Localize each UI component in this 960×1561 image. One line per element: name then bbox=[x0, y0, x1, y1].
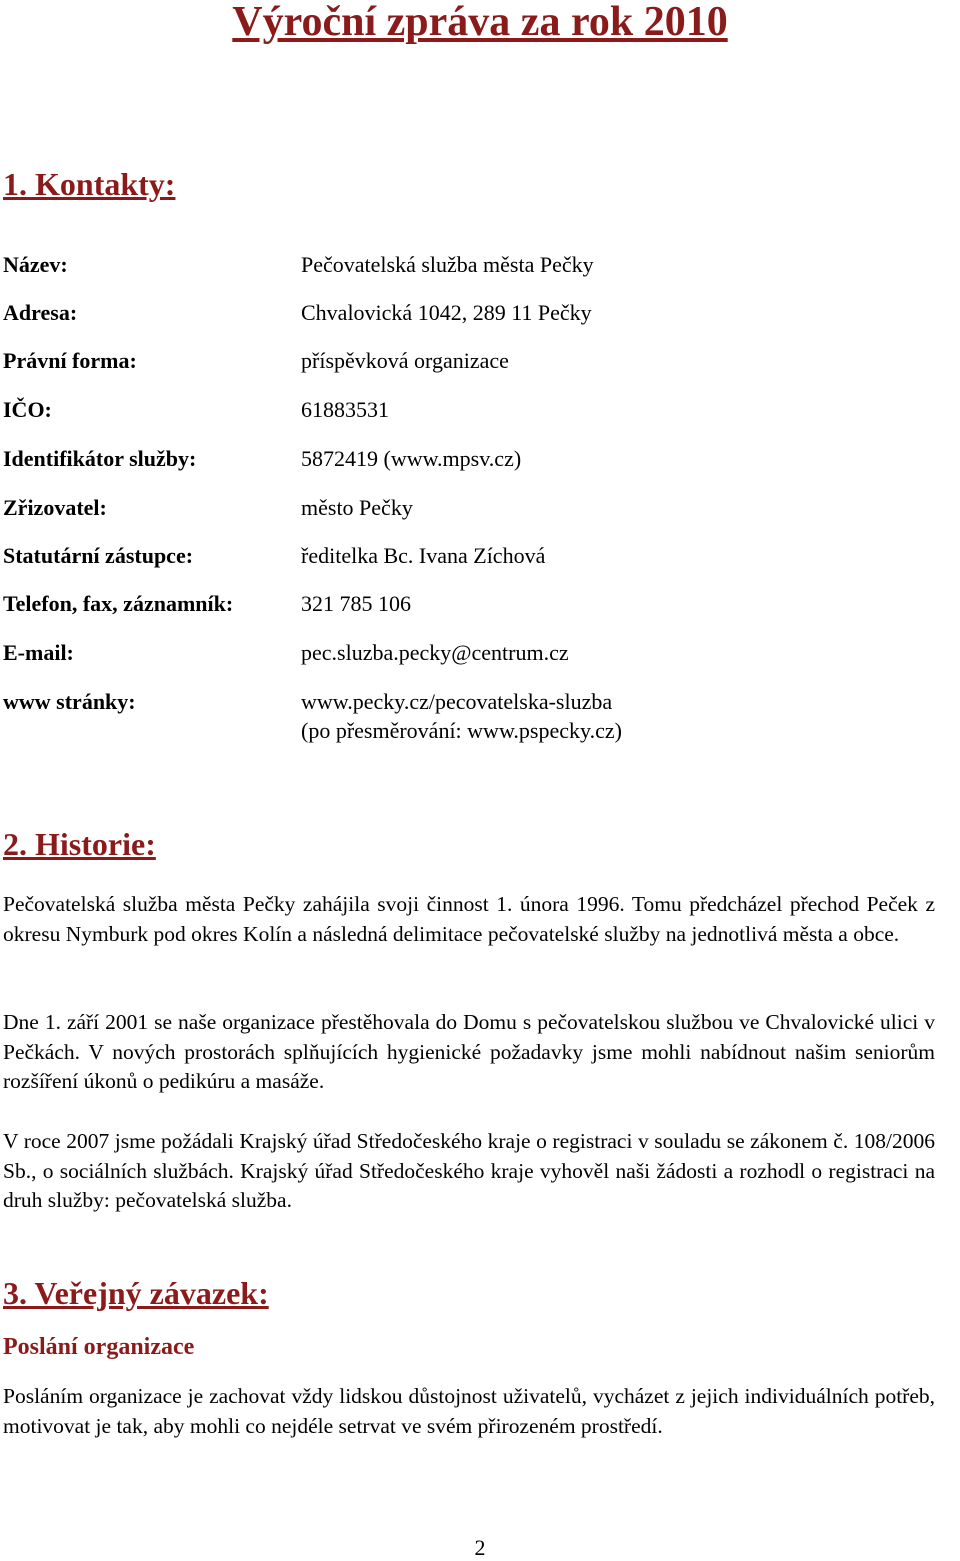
document-title: Výroční zpráva za rok 2010 bbox=[232, 0, 728, 45]
website-redirect-note: (po přesměrování: www.pspecky.cz) bbox=[301, 718, 622, 743]
website-value: www.pecky.cz/pecovatelska-sluzba bbox=[301, 689, 613, 714]
history-paragraph-3: V roce 2007 jsme požádali Krajský úřad Středočeského kraje o registraci v souladu se zákonem č. 108/2006 Sb., o sociálních službách. Krajský úřad Středočeského kraje vyhověl naši žádosti a rozhodl o registraci na druh služby: pečovatelská služba. bbox=[3, 1129, 935, 1212]
phone-label: Telefon, fax, záznamník: bbox=[3, 591, 234, 616]
history-paragraph-1: Pečovatelská služba města Pečky zahájila svoji činnost 1. února 1996. Tomu předcházel přechod Peček z okresu Nymburk pod okres Kolín a následná delimitace pečovatelské služby na jednotlivá města a obce. bbox=[3, 892, 935, 946]
email-label: E-mail: bbox=[3, 640, 74, 665]
history-heading: 2. Historie: bbox=[3, 826, 156, 862]
commitment-heading: 3. Veřejný závazek: bbox=[3, 1275, 269, 1311]
statutory-label: Statutární zástupce: bbox=[3, 543, 194, 568]
founder-label: Zřizovatel: bbox=[3, 495, 107, 520]
service-id-label: Identifikátor služby: bbox=[3, 446, 197, 471]
address-value: Chvalovická 1042, 289 11 Pečky bbox=[301, 300, 592, 325]
mission-subheading: Poslání organizace bbox=[3, 1334, 195, 1360]
ico-value: 61883531 bbox=[301, 397, 389, 422]
page-number: 2 bbox=[474, 1535, 486, 1560]
founder-value: město Pečky bbox=[301, 495, 413, 520]
phone-value: 321 785 106 bbox=[301, 591, 411, 616]
name-label: Název: bbox=[3, 252, 68, 277]
service-id-value: 5872419 (www.mpsv.cz) bbox=[301, 446, 522, 471]
name-value: Pečovatelská služba města Pečky bbox=[301, 252, 594, 277]
statutory-value: ředitelka Bc. Ivana Zíchová bbox=[301, 543, 546, 568]
contacts-heading: 1. Kontakty: bbox=[3, 166, 176, 202]
address-label: Adresa: bbox=[3, 300, 78, 325]
ico-label: IČO: bbox=[3, 397, 52, 422]
email-value: pec.sluzba.pecky@centrum.cz bbox=[301, 640, 569, 665]
legal-form-value: příspěvková organizace bbox=[301, 348, 509, 373]
history-paragraph-2: Dne 1. září 2001 se naše organizace přestěhovala do Domu s pečovatelskou službou ve Chvalovické ulici v Pečkách. V nových prostorách splňujících hygienické požadavky jsme mohli nabídnout našim seniorům rozšíření úkonů o pedikúru a masáže. bbox=[3, 1010, 935, 1093]
mission-paragraph: Posláním organizace je zachovat vždy lidskou důstojnost uživatelů, vycházet z jejich individuálních potřeb, motivovat je tak, aby mohli co nejdéle setrvat ve svém přirozeném prostředí. bbox=[3, 1384, 935, 1438]
website-label: www stránky: bbox=[3, 689, 136, 714]
legal-form-label: Právní forma: bbox=[3, 348, 137, 373]
